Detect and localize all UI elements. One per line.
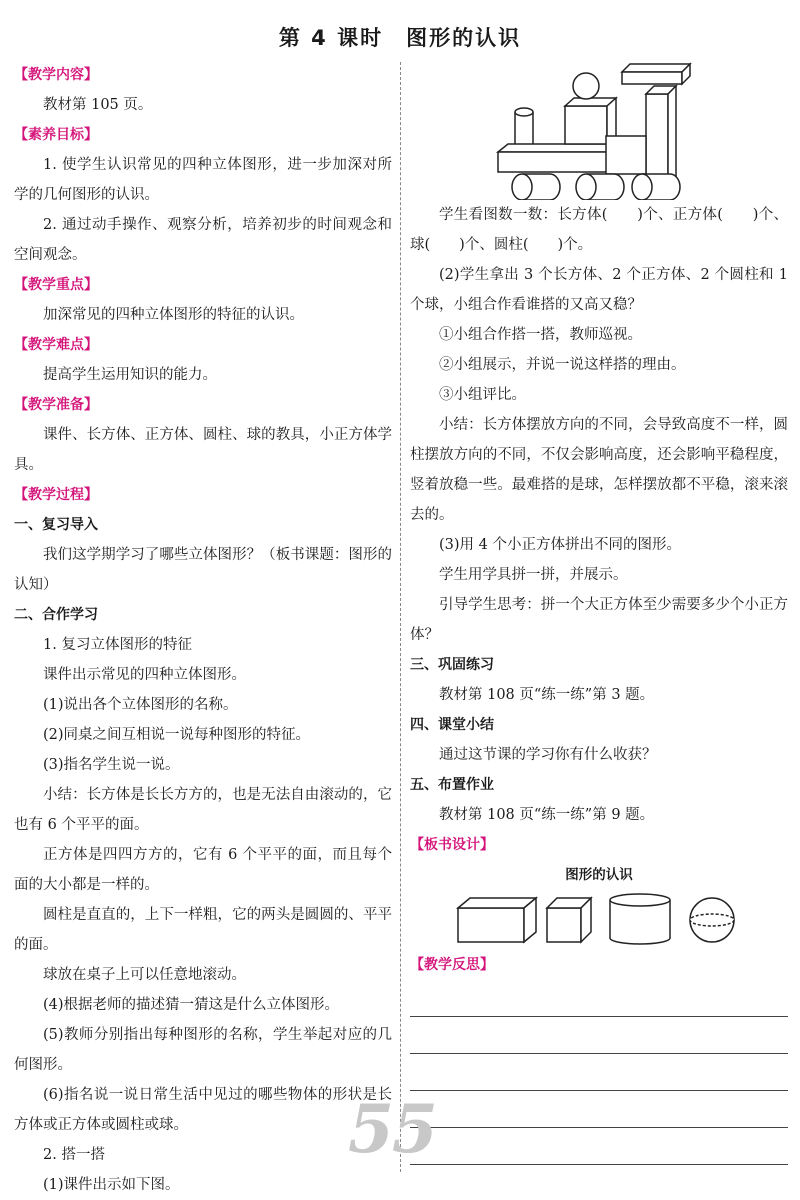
page-title: 第 4 课时 图形的认识 bbox=[278, 26, 522, 50]
heading-homework: 五、布置作业 bbox=[410, 777, 494, 793]
board-title: 图形的认识 bbox=[565, 867, 633, 883]
preparation-text: 课件、长方体、正方体、圆柱、球的教具，小正方体学具。 bbox=[14, 427, 392, 473]
para: 1. 复习立体图形的特征 bbox=[43, 637, 192, 653]
writing-line bbox=[410, 980, 788, 1017]
heading-practice: 三、巩固练习 bbox=[410, 657, 494, 673]
para: (5)教师分别指出每种图形的名称，学生举起对应的几何图形。 bbox=[14, 1027, 392, 1073]
para: ②小组展示，并说一说这样搭的理由。 bbox=[439, 357, 686, 373]
train-blocks-figure bbox=[410, 60, 788, 200]
para: 引导学生思考：拼一个大正方体至少需要多少个小正方体？ bbox=[410, 597, 788, 643]
section-preparation: 【教学准备】 bbox=[14, 397, 98, 413]
para: 正方体是四四方方的，它有 6 个平平的面，而且每个面的大小都是一样的。 bbox=[14, 847, 392, 893]
goal-2: 2. 通过动手操作、观察分析，培养初步的时间观念和空间观念。 bbox=[14, 217, 392, 263]
para: 课件出示常见的四种立体图形。 bbox=[43, 667, 246, 683]
section-difficulties: 【教学难点】 bbox=[14, 337, 98, 353]
homework-text: 教材第 108 页“练一练”第 9 题。 bbox=[439, 807, 655, 823]
writing-line bbox=[410, 1054, 788, 1091]
board-shapes-figure bbox=[410, 890, 788, 950]
heading-review: 一、复习导入 bbox=[14, 517, 98, 533]
heading-summary: 四、课堂小结 bbox=[410, 717, 494, 733]
left-column bbox=[14, 60, 392, 1200]
para: (4)根据老师的描述猜一猜这是什么立体图形。 bbox=[43, 997, 340, 1013]
writing-line bbox=[410, 1128, 788, 1165]
para: 小结：长方体是长长方方的，也是无法自由滚动的，它也有 6 个平平的面。 bbox=[14, 787, 392, 833]
section-process: 【教学过程】 bbox=[14, 487, 98, 503]
cube-shape bbox=[547, 908, 581, 942]
para: (6)指名说一说日常生活中见过的哪些物体的形状是长方体或正方体或圆柱或球。 bbox=[14, 1087, 392, 1133]
para: 学生看图数一数：长方体( )个、正方体( )个、球( )个、圆柱( )个。 bbox=[410, 207, 788, 253]
cuboid-shape bbox=[458, 908, 524, 942]
section-board-design: 【板书设计】 bbox=[410, 837, 494, 853]
section-key-points: 【教学重点】 bbox=[14, 277, 98, 293]
para: 圆柱是直直的，上下一样粗，它的两头是圆圆的、平平的面。 bbox=[14, 907, 392, 953]
key-points-text: 加深常见的四种立体图形的特征的认识。 bbox=[43, 307, 304, 323]
heading-cooperative: 二、合作学习 bbox=[14, 607, 98, 623]
right-column bbox=[410, 60, 788, 1165]
section-reflection: 【教学反思】 bbox=[410, 957, 494, 973]
page-number: 55 bbox=[348, 1090, 436, 1168]
para: ①小组合作搭一搭，教师巡视。 bbox=[439, 327, 642, 343]
para: 球放在桌子上可以任意地滚动。 bbox=[43, 967, 246, 983]
para: (3)指名学生说一说。 bbox=[43, 757, 180, 773]
writing-line bbox=[410, 1091, 788, 1128]
para: ③小组评比。 bbox=[439, 387, 526, 403]
para: 学生用学具拼一拼，并展示。 bbox=[439, 567, 628, 583]
para: (2)学生拿出 3 个长方体、2 个正方体、2 个圆柱和 1 个球，小组合作看谁搭的又高又稳？ bbox=[410, 267, 788, 313]
writing-line bbox=[410, 1017, 788, 1054]
para: 小结：长方体摆放方向的不同，会导致高度不一样，圆柱摆放方向的不同，不仅会影响高度，还会影响平稳程度，竖着放稳一些。最难搭的是球，怎样摆放都不平稳，滚来滚去的。 bbox=[410, 417, 788, 523]
para: (2)同桌之间互相说一说每种图形的特征。 bbox=[43, 727, 311, 743]
section-goals: 【素养目标】 bbox=[14, 127, 98, 143]
review-text: 我们这学期学习了哪些立体图形？（板书课题：图形的认知） bbox=[14, 547, 392, 593]
reflection-lines bbox=[410, 980, 788, 1165]
para: 2. 搭一搭 bbox=[43, 1147, 105, 1163]
para: (1)课件出示如下图。 bbox=[43, 1177, 180, 1193]
para: (1)说出各个立体图形的名称。 bbox=[43, 697, 238, 713]
practice-text: 教材第 108 页“练一练”第 3 题。 bbox=[439, 687, 655, 703]
column-divider bbox=[400, 62, 401, 1172]
section-teaching-content: 【教学内容】 bbox=[14, 67, 98, 83]
para: (3)用 4 个小正方体拼出不同的图形。 bbox=[439, 537, 681, 553]
teaching-content-text: 教材第 105 页。 bbox=[43, 97, 153, 113]
difficulties-text: 提高学生运用知识的能力。 bbox=[43, 367, 217, 383]
summary-text: 通过这节课的学习你有什么收获？ bbox=[439, 747, 657, 763]
goal-1: 1. 使学生认识常见的四种立体图形，进一步加深对所学的几何图形的认识。 bbox=[14, 157, 392, 203]
